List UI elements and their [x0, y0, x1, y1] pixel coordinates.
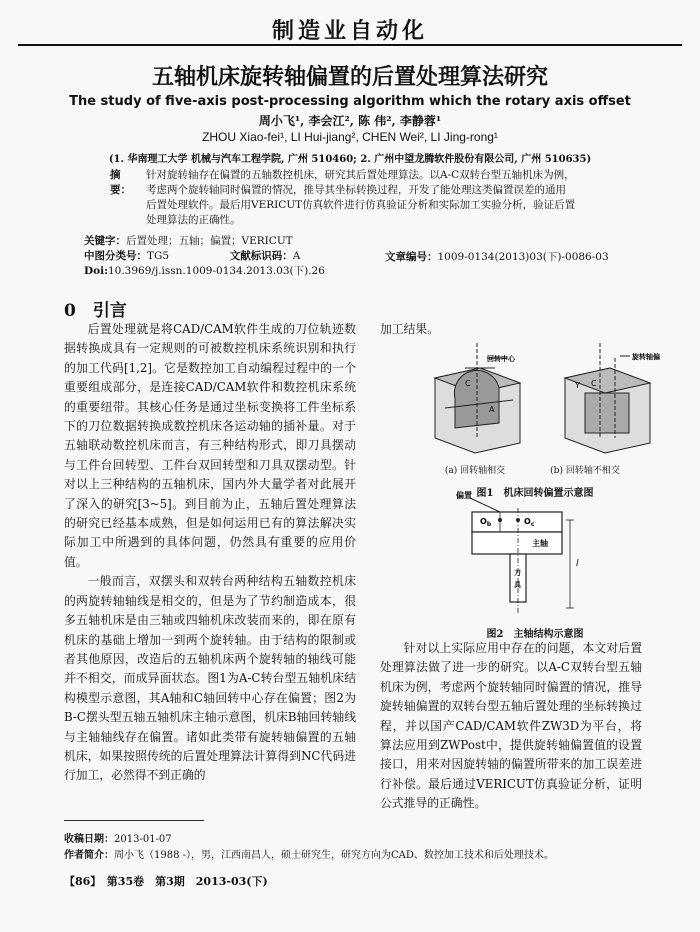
- doi-value: 10.3969/j.issn.1009-0134.2013.03(下).26: [107, 265, 325, 277]
- author-value: 周小飞（1988 -），男，江西南昌人，硕士研究生，研究方向为CAD、数控加工技术和后处理技术。: [114, 850, 554, 861]
- doc-code-label: 文献标识码：: [229, 250, 293, 262]
- affiliation: (1. 华南理工大学 机械与汽车工程学院, 广州 510460; 2. 广州中望龙腾软件股份有限公司, 广州 510635): [108, 154, 592, 165]
- doc-code-value: A: [292, 250, 301, 262]
- header-rule: [18, 44, 682, 46]
- article-no-value: 1009-0134(2013)03(下)-0086-03: [437, 251, 609, 263]
- figure-2-caption: 图2 主轴结构示意图: [486, 629, 584, 640]
- clc-value: TG5: [147, 250, 170, 262]
- keywords: 后置处理；五轴；偏置；VERICUT: [126, 235, 293, 247]
- figure-1-label-y: Y: [575, 381, 580, 390]
- figure-1-label-c: C: [465, 379, 471, 388]
- author-label: 作者简介：: [64, 850, 114, 861]
- keywords-row: [84, 234, 325, 249]
- figure-1-label-center: 回转中心: [487, 355, 515, 363]
- figure-1-label-c-b: C: [591, 379, 597, 388]
- article-title-en: The study of five-axis post-processing algorithm which the rotary axis offset: [69, 94, 631, 109]
- figure-2-label-tool-2: 具: [514, 581, 521, 589]
- abstract-label: 摘 要：: [110, 169, 131, 196]
- figure-2-label-l: l: [576, 559, 579, 569]
- figure-1-sub-b: (b) 回转轴不相交: [550, 466, 620, 476]
- clc-label: 中图分类号：: [84, 250, 147, 262]
- journal-logo: 制造业自动化: [271, 18, 428, 44]
- doi-row: [84, 264, 325, 279]
- figure-2-label-oc-main: O: [524, 517, 531, 526]
- doi-label: Doi:: [84, 265, 108, 277]
- article-meta: [84, 234, 325, 279]
- keywords-label: 关键字：: [84, 235, 126, 247]
- paragraph: 一般而言，双摆头和双转台两种结构五轴数控机床的两旋转轴轴线是相交的，但是为了节约制造成本，很多五轴机床是由三轴或四轴机床改装而来的，即在原有机床的基础上增加一到两个旋转轴。由于结构的限制或者其他原因，改造后的五轴机床两个旋转轴的轴线可能并不相交，而成异面状态。图1为A-C转台型五轴机床结构模型示意图，其A轴和C轴回转中心存在偏置；图2为B-C摆头型五轴五轴机床主轴示意图，机床B轴回转轴线与主轴轴线存在偏置。诸如此类带有旋转轴偏置的五轴机床，如果按照传统的后置处理算法计算得到NC代码进行加工，必然得不到正确的: [64, 574, 356, 783]
- figure-1-drawing: [425, 338, 665, 458]
- right-column: [380, 639, 642, 814]
- figure-2-label-offset: 偏置: [456, 491, 472, 500]
- figure-2-label-tool-1: 刀: [514, 569, 521, 577]
- abstract: [110, 168, 630, 228]
- figure-2-drawing: [430, 490, 630, 620]
- right-column-start: 加工结果。: [380, 322, 439, 336]
- received-label: 收稿日期：: [64, 834, 114, 845]
- figure-1: [425, 338, 665, 458]
- left-column: [64, 320, 356, 786]
- footnote-author: [64, 846, 664, 861]
- figure-1-sub-a: (a) 回转轴相交: [444, 466, 506, 476]
- figure-2-label-oc-sub: c: [530, 521, 535, 528]
- figure-2-label-ob-main: O: [480, 517, 487, 526]
- footnote-rule: [64, 820, 204, 821]
- section-heading: 0 引言: [64, 301, 127, 321]
- abstract-line: 针对旋转轴存在偏置的五轴数控机床，研究其后置处理算法。以A-C双转台型五轴机床为例，: [146, 169, 575, 181]
- abstract-line: 处理算法的正确性。: [146, 214, 241, 226]
- paragraph: 后置处理就是将CAD/CAM软件生成的刀位轨迹数据转换成具有一定规则的可被数控机床系统识别和执行的加工代码[1,2]。它是数控加工自动编程过程中的一个重要组成部分，是连接CAD/CAM软件和数控机床系统的重要纽带。其核心任务是通过坐标变换将工件坐标系下的刀位数据转换成数控机床各运动轴的插补量。对于五轴联动数控机床而言，有三种结构形式，即刀具摆动与工件台回转型、工件台双回转型和刀具双摆动型。针对以上三种结构的五轴机床，国内外大量学者对此展开了深入的研究[3~5]。到目前为止，五轴后置处理算法的研究已经基本成熟，但是如何运用已有的算法解决实际加工中所遇到的具体问题，仍然具有重要的应用价值。: [64, 322, 356, 569]
- authors-en: ZHOU Xiao-fei¹, LI Hui-jiang², CHEN Wei², LI Jing-rong¹: [202, 130, 498, 144]
- figure-1-caption: 图1 机床回转偏置示意图: [476, 488, 594, 499]
- abstract-line: 考虑两个旋转轴同时偏置的情况，推导其坐标转换过程，开发了能处理这类偏置误差的通用: [146, 184, 566, 196]
- footnote-received: [64, 830, 664, 845]
- figure-1-label-a: A: [489, 405, 495, 414]
- figure-1-label-offset: 旋转轴偏: [632, 353, 660, 361]
- article-no-label: 文章编号：: [385, 251, 438, 263]
- authors-cn: 周小飞¹, 李会江², 陈 伟², 李静蓉¹: [258, 114, 442, 128]
- figure-2-label-spindle: 主轴: [532, 539, 548, 548]
- page-footer: 【86】 第35卷 第3期 2013-03(下): [64, 875, 268, 888]
- classification-row: [84, 249, 325, 264]
- paragraph: 针对以上实际应用中存在的问题，本文对后置处理算法做了进一步的研究。以A-C双转台型五轴机床为例，考虑两个旋转轴同时偏置的情况，推导旋转轴偏置的双转台型五轴后置处理的坐标转换过程，并以国产CAD/CAM软件ZW3D为平台，将算法应用到ZWPost中，提供旋转轴偏置值的设置接口，用来对因旋转轴的偏置所带来的加工误差进行补偿。最后通过VERICUT仿真验证分析，证明公式推导的正确性。: [380, 641, 642, 811]
- figure-2-label-ob-sub: b: [486, 521, 492, 528]
- article-number-row: [385, 249, 609, 264]
- figure-2: [430, 490, 630, 620]
- article-title-cn: 五轴机床旋转轴偏置的后置处理算法研究: [151, 64, 548, 90]
- abstract-line: 后置处理软件。最后用VERICUT仿真软件进行仿真验证分析和实际加工实验分析，验证后置: [146, 199, 576, 211]
- received-value: 2013-01-07: [114, 834, 172, 845]
